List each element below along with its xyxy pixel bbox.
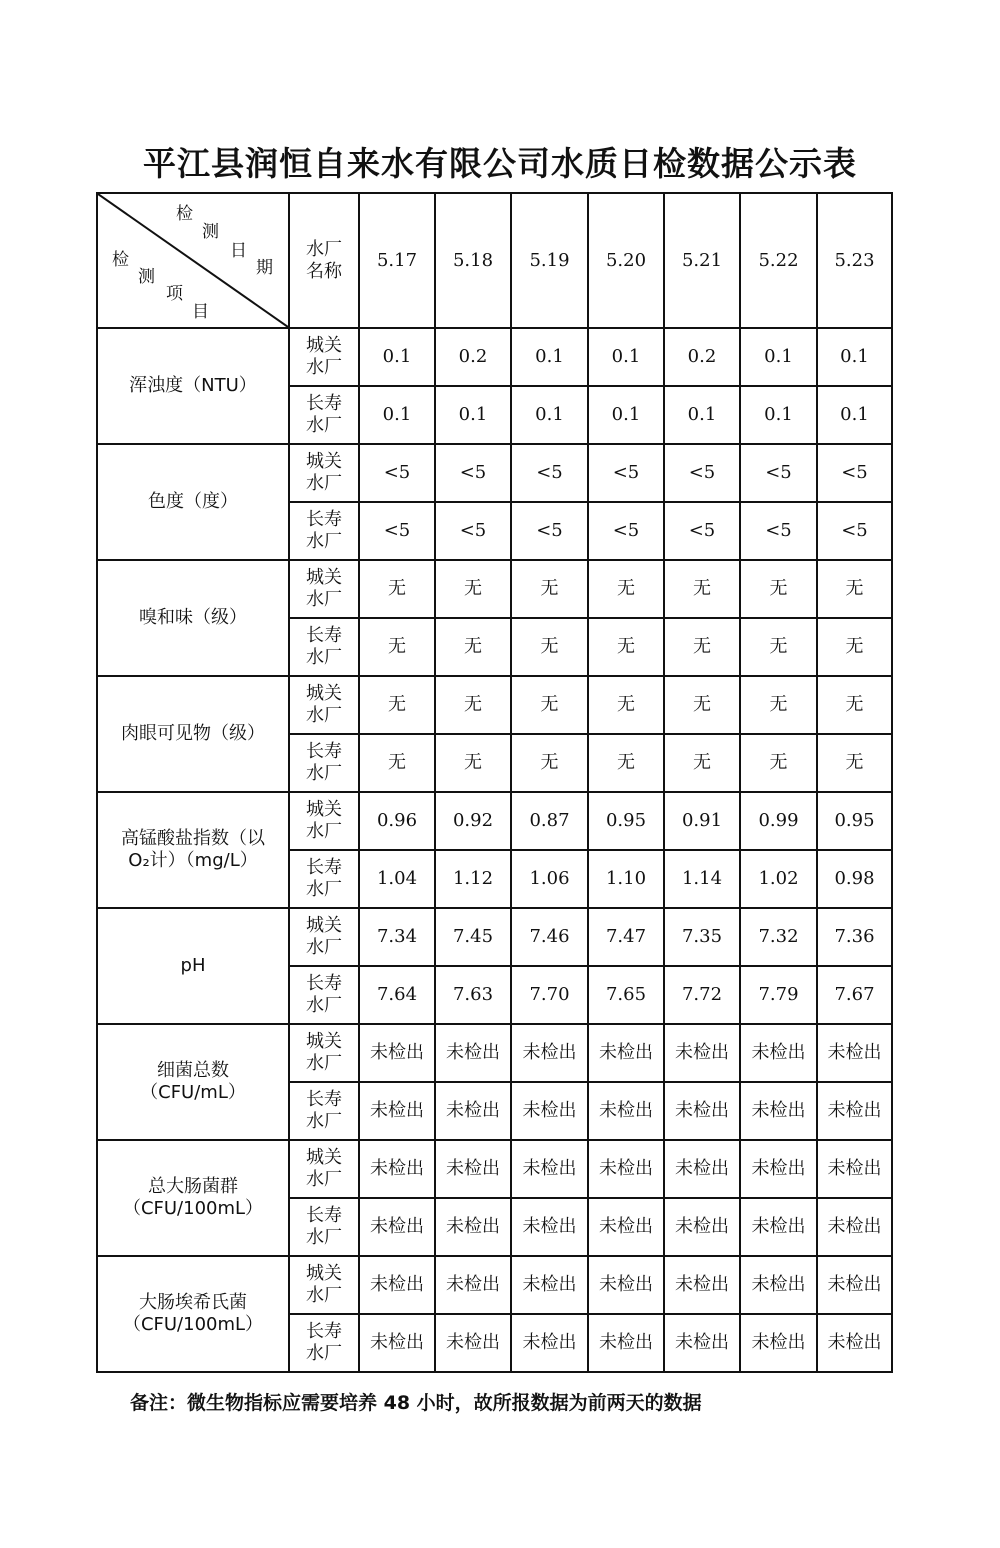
value-cell: 未检出 xyxy=(740,1314,817,1372)
plant-name-line2: 水厂 xyxy=(306,415,342,436)
value-cell: <5 xyxy=(435,502,511,560)
value-cell: 7.64 xyxy=(359,966,435,1024)
value-cell: <5 xyxy=(664,444,740,502)
value-cell: 无 xyxy=(588,676,664,734)
value-cell: 未检出 xyxy=(359,1140,435,1198)
plant-name-line2: 水厂 xyxy=(306,995,342,1016)
plant-name-line2: 水厂 xyxy=(306,357,342,378)
plant-name-line1: 城关 xyxy=(306,1147,342,1169)
value-cell: 未检出 xyxy=(664,1140,740,1198)
value-cell: 未检出 xyxy=(740,1024,817,1082)
plant-name-cell xyxy=(289,560,359,618)
value-cell: 未检出 xyxy=(359,1082,435,1140)
plant-name-line1: 城关 xyxy=(306,567,342,589)
value-cell: 未检出 xyxy=(740,1140,817,1198)
plant-name-cell xyxy=(289,618,359,676)
value-cell: 无 xyxy=(359,560,435,618)
table-row xyxy=(97,908,892,966)
value-cell: 无 xyxy=(511,560,588,618)
test-item-name xyxy=(97,908,289,1024)
value-cell: <5 xyxy=(511,444,588,502)
plant-name-line2: 水厂 xyxy=(306,1111,342,1132)
test-item-name xyxy=(97,1256,289,1372)
value-cell: 0.96 xyxy=(359,792,435,850)
value-cell: 7.36 xyxy=(817,908,892,966)
value-cell: 无 xyxy=(817,676,892,734)
value-cell: 未检出 xyxy=(588,1314,664,1372)
value-cell: 无 xyxy=(359,676,435,734)
value-cell: 0.1 xyxy=(588,328,664,386)
value-cell: 未检出 xyxy=(435,1198,511,1256)
value-cell: 7.67 xyxy=(817,966,892,1024)
plant-name-line2: 水厂 xyxy=(306,879,342,900)
value-cell: 7.35 xyxy=(664,908,740,966)
value-cell: 未检出 xyxy=(588,1256,664,1314)
value-cell: 未检出 xyxy=(435,1314,511,1372)
value-cell: <5 xyxy=(740,502,817,560)
table-row xyxy=(97,328,892,386)
value-cell: 0.1 xyxy=(359,328,435,386)
value-cell: 无 xyxy=(435,676,511,734)
value-cell: 0.2 xyxy=(435,328,511,386)
plant-name-cell xyxy=(289,328,359,386)
test-item-name xyxy=(97,676,289,792)
plant-name-line1: 城关 xyxy=(306,451,342,473)
value-cell: 7.70 xyxy=(511,966,588,1024)
table-row xyxy=(97,1256,892,1314)
value-cell: 无 xyxy=(588,560,664,618)
value-cell: 未检出 xyxy=(359,1024,435,1082)
water-quality-table xyxy=(96,192,893,1373)
plant-name-cell xyxy=(289,966,359,1024)
value-cell: 未检出 xyxy=(740,1082,817,1140)
test-item-name xyxy=(97,792,289,908)
diag-bottom-char: 测 xyxy=(138,267,155,287)
plant-name-cell xyxy=(289,792,359,850)
value-cell: 0.1 xyxy=(664,386,740,444)
value-cell: 无 xyxy=(740,676,817,734)
table-row xyxy=(97,444,892,502)
value-cell: 未检出 xyxy=(664,1082,740,1140)
plant-name-cell xyxy=(289,676,359,734)
date-header: 5.20 xyxy=(588,193,664,328)
plant-name-header xyxy=(289,193,359,328)
value-cell: 1.02 xyxy=(740,850,817,908)
value-cell: 未检出 xyxy=(588,1198,664,1256)
diag-bottom-char: 目 xyxy=(192,302,209,322)
plant-name-line2: 水厂 xyxy=(306,647,342,668)
value-cell: 0.91 xyxy=(664,792,740,850)
value-cell: <5 xyxy=(817,502,892,560)
value-cell: 未检出 xyxy=(435,1140,511,1198)
value-cell: <5 xyxy=(359,502,435,560)
value-cell: 无 xyxy=(359,734,435,792)
value-cell: 未检出 xyxy=(511,1256,588,1314)
plant-name-cell xyxy=(289,386,359,444)
value-cell: 未检出 xyxy=(817,1140,892,1198)
value-cell: 无 xyxy=(588,734,664,792)
plant-name-line2: 水厂 xyxy=(306,589,342,610)
test-item-name xyxy=(97,560,289,676)
value-cell: 无 xyxy=(664,560,740,618)
value-cell: 未检出 xyxy=(664,1198,740,1256)
value-cell: 无 xyxy=(664,618,740,676)
footnote: 备注：微生物指标应需要培养 48 小时，故所报数据为前两天的数据 xyxy=(130,1392,702,1414)
value-cell: 7.45 xyxy=(435,908,511,966)
value-cell: 0.1 xyxy=(817,386,892,444)
test-item-name xyxy=(97,328,289,444)
value-cell: 7.65 xyxy=(588,966,664,1024)
plant-name-line1: 城关 xyxy=(306,1031,342,1053)
value-cell: 0.1 xyxy=(740,386,817,444)
plant-name-line1: 长寿 xyxy=(306,973,342,995)
value-cell: 0.98 xyxy=(817,850,892,908)
plant-name-line1: 城关 xyxy=(306,915,342,937)
value-cell: 未检出 xyxy=(817,1082,892,1140)
test-item-name-line1: 肉眼可见物（级） xyxy=(121,723,265,745)
value-cell: <5 xyxy=(359,444,435,502)
value-cell: <5 xyxy=(435,444,511,502)
plant-name-cell xyxy=(289,1140,359,1198)
plant-name-line2: 水厂 xyxy=(306,1053,342,1074)
value-cell: 1.04 xyxy=(359,850,435,908)
plant-name-line2: 水厂 xyxy=(306,531,342,552)
value-cell: 未检出 xyxy=(435,1082,511,1140)
plant-header-line1: 水厂 xyxy=(306,238,342,260)
plant-name-line2: 水厂 xyxy=(306,1169,342,1190)
test-item-name-line1: 大肠埃希氏菌 xyxy=(139,1292,247,1314)
value-cell: 无 xyxy=(664,734,740,792)
plant-name-line1: 长寿 xyxy=(306,509,342,531)
value-cell: 7.32 xyxy=(740,908,817,966)
plant-name-cell xyxy=(289,908,359,966)
test-item-name xyxy=(97,1140,289,1256)
value-cell: 0.87 xyxy=(511,792,588,850)
diag-top-char: 日 xyxy=(230,241,247,261)
test-item-name-line1: 总大肠菌群 xyxy=(148,1176,238,1198)
plant-name-line2: 水厂 xyxy=(306,705,342,726)
plant-name-line2: 水厂 xyxy=(306,821,342,842)
table-row xyxy=(97,1024,892,1082)
value-cell: 无 xyxy=(817,560,892,618)
value-cell: 未检出 xyxy=(740,1256,817,1314)
value-cell: <5 xyxy=(664,502,740,560)
date-header: 5.19 xyxy=(511,193,588,328)
diag-top-char: 期 xyxy=(256,258,273,278)
date-header: 5.17 xyxy=(359,193,435,328)
value-cell: 1.06 xyxy=(511,850,588,908)
value-cell: 无 xyxy=(511,734,588,792)
plant-name-line2: 水厂 xyxy=(306,763,342,784)
plant-name-line2: 水厂 xyxy=(306,473,342,494)
plant-name-cell xyxy=(289,734,359,792)
value-cell: 未检出 xyxy=(511,1140,588,1198)
value-cell: 未检出 xyxy=(817,1256,892,1314)
plant-name-line1: 长寿 xyxy=(306,857,342,879)
plant-header-line2: 名称 xyxy=(306,260,342,282)
value-cell: 0.1 xyxy=(817,328,892,386)
value-cell: 未检出 xyxy=(817,1314,892,1372)
value-cell: 7.34 xyxy=(359,908,435,966)
value-cell: 0.95 xyxy=(588,792,664,850)
value-cell: 未检出 xyxy=(359,1256,435,1314)
plant-name-line2: 水厂 xyxy=(306,1343,342,1364)
diagonal-header-cell xyxy=(97,193,289,328)
value-cell: 未检出 xyxy=(435,1256,511,1314)
value-cell: 0.1 xyxy=(511,328,588,386)
value-cell: 未检出 xyxy=(664,1024,740,1082)
plant-name-line2: 水厂 xyxy=(306,1285,342,1306)
plant-name-cell xyxy=(289,1082,359,1140)
plant-name-line1: 长寿 xyxy=(306,1205,342,1227)
test-item-name xyxy=(97,1024,289,1140)
table-row xyxy=(97,560,892,618)
diag-top-char: 检 xyxy=(176,204,193,224)
value-cell: 未检出 xyxy=(664,1314,740,1372)
plant-name-line1: 城关 xyxy=(306,335,342,357)
plant-name-line1: 城关 xyxy=(306,1263,342,1285)
plant-name-line1: 长寿 xyxy=(306,741,342,763)
plant-name-cell xyxy=(289,1314,359,1372)
value-cell: 0.1 xyxy=(740,328,817,386)
value-cell: 7.72 xyxy=(664,966,740,1024)
plant-name-line1: 长寿 xyxy=(306,625,342,647)
test-item-name-line2: （CFU/mL） xyxy=(140,1082,246,1103)
value-cell: 0.1 xyxy=(511,386,588,444)
value-cell: 7.47 xyxy=(588,908,664,966)
value-cell: 无 xyxy=(588,618,664,676)
header-row xyxy=(97,193,892,328)
value-cell: 1.12 xyxy=(435,850,511,908)
value-cell: 未检出 xyxy=(588,1024,664,1082)
test-item-name-line2: （CFU/100mL） xyxy=(122,1198,264,1219)
value-cell: 无 xyxy=(511,676,588,734)
value-cell: 未检出 xyxy=(588,1082,664,1140)
value-cell: <5 xyxy=(588,502,664,560)
test-item-name-line1: 色度（度） xyxy=(148,491,238,513)
value-cell: 未检出 xyxy=(511,1314,588,1372)
value-cell: 无 xyxy=(740,618,817,676)
date-header: 5.23 xyxy=(817,193,892,328)
document-title: 平江县润恒自来水有限公司水质日检数据公示表 xyxy=(143,144,857,183)
value-cell: 0.1 xyxy=(588,386,664,444)
plant-name-cell xyxy=(289,1256,359,1314)
plant-name-line1: 城关 xyxy=(306,799,342,821)
test-item-name-line1: 浑浊度（NTU） xyxy=(129,375,257,397)
value-cell: 无 xyxy=(511,618,588,676)
value-cell: 无 xyxy=(435,560,511,618)
value-cell: <5 xyxy=(740,444,817,502)
value-cell: 7.63 xyxy=(435,966,511,1024)
value-cell: 0.1 xyxy=(359,386,435,444)
value-cell: 无 xyxy=(817,618,892,676)
date-header: 5.22 xyxy=(740,193,817,328)
test-item-name-line2: （CFU/100mL） xyxy=(122,1314,264,1335)
value-cell: 未检出 xyxy=(359,1198,435,1256)
value-cell: 未检出 xyxy=(511,1024,588,1082)
diag-bottom-char: 检 xyxy=(112,250,129,270)
test-item-name-line1: 细菌总数 xyxy=(157,1060,229,1082)
value-cell: 未检出 xyxy=(817,1024,892,1082)
value-cell: <5 xyxy=(588,444,664,502)
value-cell: 7.79 xyxy=(740,966,817,1024)
test-item-name xyxy=(97,444,289,560)
value-cell: 无 xyxy=(435,618,511,676)
diag-top-char: 测 xyxy=(202,222,219,242)
value-cell: 未检出 xyxy=(435,1024,511,1082)
test-item-name-line1: 嗅和味（级） xyxy=(139,607,247,629)
plant-name-line2: 水厂 xyxy=(306,1227,342,1248)
value-cell: 无 xyxy=(740,734,817,792)
plant-name-cell xyxy=(289,850,359,908)
value-cell: 未检出 xyxy=(664,1256,740,1314)
value-cell: 1.14 xyxy=(664,850,740,908)
value-cell: 无 xyxy=(817,734,892,792)
plant-name-cell xyxy=(289,1198,359,1256)
plant-name-line1: 城关 xyxy=(306,683,342,705)
date-header: 5.18 xyxy=(435,193,511,328)
value-cell: 无 xyxy=(359,618,435,676)
table-row xyxy=(97,792,892,850)
test-item-name-line2: O₂计）（mg/L） xyxy=(128,850,258,871)
value-cell: 未检出 xyxy=(740,1198,817,1256)
plant-name-cell xyxy=(289,502,359,560)
value-cell: 无 xyxy=(664,676,740,734)
value-cell: 0.1 xyxy=(435,386,511,444)
value-cell: 1.10 xyxy=(588,850,664,908)
plant-name-line1: 长寿 xyxy=(306,393,342,415)
plant-name-line2: 水厂 xyxy=(306,937,342,958)
plant-name-line1: 长寿 xyxy=(306,1321,342,1343)
value-cell: 0.99 xyxy=(740,792,817,850)
value-cell: 无 xyxy=(435,734,511,792)
table-row xyxy=(97,676,892,734)
test-item-name-line1: pH xyxy=(180,955,206,977)
value-cell: 未检出 xyxy=(359,1314,435,1372)
plant-name-line1: 长寿 xyxy=(306,1089,342,1111)
diag-bottom-char: 项 xyxy=(166,284,183,304)
value-cell: <5 xyxy=(817,444,892,502)
value-cell: 未检出 xyxy=(588,1140,664,1198)
value-cell: 0.2 xyxy=(664,328,740,386)
test-item-name-line1: 高锰酸盐指数（以 xyxy=(121,828,265,850)
date-header: 5.21 xyxy=(664,193,740,328)
value-cell: 未检出 xyxy=(511,1198,588,1256)
table-row xyxy=(97,1140,892,1198)
plant-name-cell xyxy=(289,1024,359,1082)
value-cell: 未检出 xyxy=(817,1198,892,1256)
value-cell: 无 xyxy=(740,560,817,618)
value-cell: 0.95 xyxy=(817,792,892,850)
plant-name-cell xyxy=(289,444,359,502)
value-cell: <5 xyxy=(511,502,588,560)
value-cell: 未检出 xyxy=(511,1082,588,1140)
value-cell: 0.92 xyxy=(435,792,511,850)
value-cell: 7.46 xyxy=(511,908,588,966)
